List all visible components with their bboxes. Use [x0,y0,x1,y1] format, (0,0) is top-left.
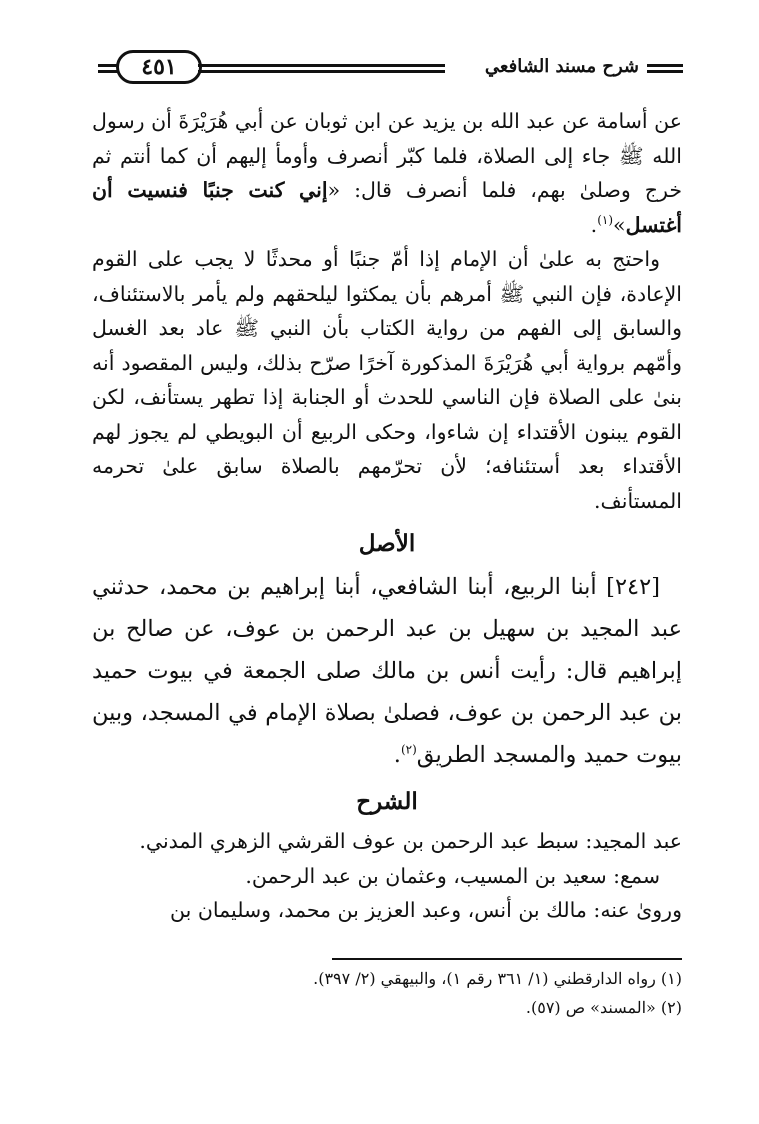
footnote-ref-2[interactable]: (٢) [400,742,417,757]
paragraph-2: واحتج به علىٰ أن الإمام إذا أمّ جنبًا أو محدثًا لا يجب على القوم الإعادة، فإن النبي ﷺ أمرهم بأن يمكثوا ليلحقهم ولم يأمر بالاستئناف، والسابق إلى الفهم من رواية الكتاب بأن النبي ﷺ عاد بعد الغسل وأمّهم برواية أبي هُرَيْرَةَ المذكورة آخرًا صرّح بذلك، وليس المقصود أنه بنىٰ على الصلاة فإن الناسي للحدث أو الجنابة إذا تطهر يستأنف، لكن القوم يبنون الأقتداء إن شاءوا، وحكى الربيع أن البويطي لم يجوز لهم الأقتداء بعد أستئنافه؛ لأن تحرّمهم بالصلاة سابق علىٰ تحرمه المستأنف. [92,247,682,513]
main-text [92,104,682,928]
sharh-line-2: سمع: سعيد بن المسيب، وعثمان بن عبد الرحمن. [245,863,660,888]
header-ornament-right [647,64,683,74]
running-title: شرح مسند الشافعي [484,56,639,77]
sharh-line-3: وروىٰ عنه: مالك بن أنس، وعبد العزيز بن محمد، وسليمان بن [170,898,682,922]
asl-end: . [393,742,401,768]
footnotes [92,964,682,1022]
footnote-2: (٢) «المسند» ص (٥٧). [525,998,682,1017]
page-header [98,50,683,96]
asl-paragraph [92,566,682,776]
paragraph-1 [92,104,682,242]
quote-close: » [613,212,626,237]
footnote-separator [332,958,682,960]
asl-text: [٢٤٢] أبنا الربيع، أبنا الشافعي، أبنا إبراهيم بن محمد، حدثني عبد المجيد بن سهيل بن عبد الرحمن بن عوف، عن صالح بن إبراهيم قال: رأيت أنس بن مالك صلى الجمعة في بيوت حميد بن عبد الرحمن بن عوف، فصلىٰ بصلاة الإمام في المسجد، وبين بيوت حميد والمسجد الطريق [92,574,682,768]
footnote-1: (١) رواه الدارقطني (١/ ٣٦١ رقم ١)، والبيهقي (٢/ ٣٩٧). [313,969,682,988]
paragraph-1-end: . [590,212,598,237]
footnote-ref-1[interactable]: (١) [597,212,614,227]
page-number: ٤٥١ [116,50,202,84]
paragraph-1-text: عن أسامة عن عبد الله بن يزيد عن ابن ثوبان عن أبي هُرَيْرَةَ أن رسول الله ﷺ جاء إلى الصلاة، فلما كبّر أنصرف وأومأ إليهم أن كما أنتم ثم خرج وصلىٰ بهم، فلما أنصرف قال: « [92,109,682,202]
heading-sharh: الشرح [356,788,418,815]
header-rule [198,64,445,74]
hadith-quote: إني كنت جنبًا فنسيت أن أغتسل [92,178,682,237]
header-ornament-left [98,64,118,74]
sharh-line-1: عبد المجيد: سبط عبد الرحمن بن عوف القرشي الزهري المدني. [139,829,682,853]
heading-asl: الأصل [358,530,416,557]
